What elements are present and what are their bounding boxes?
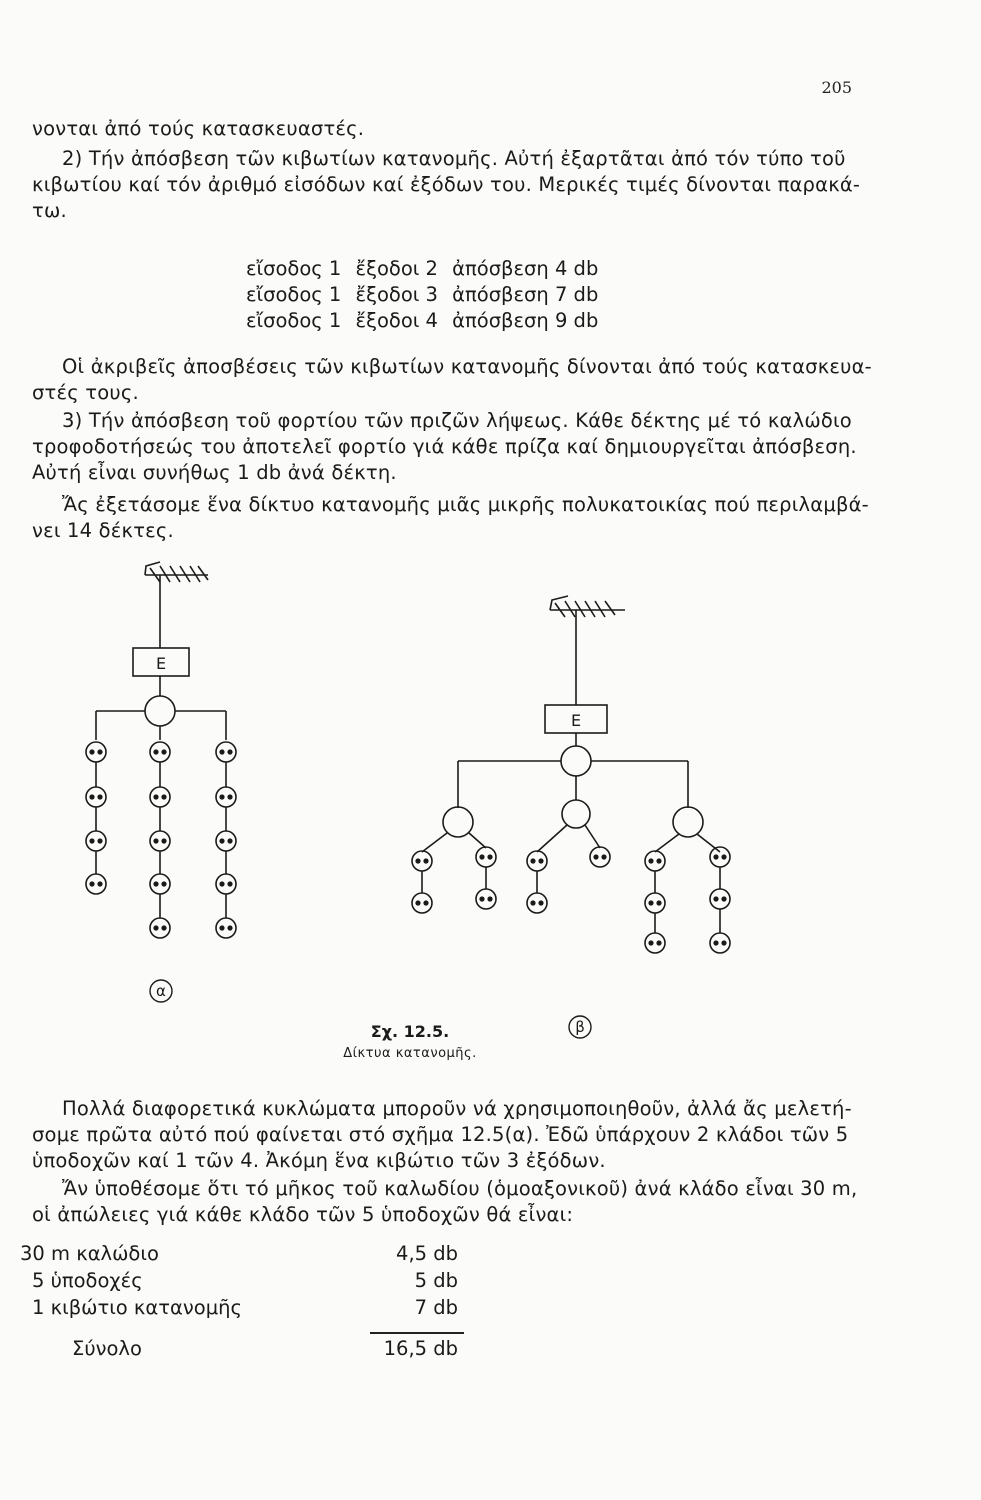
loss-row: [20, 1296, 480, 1323]
receiver-outlet-icon: [216, 918, 236, 938]
splitter-circle: [145, 696, 175, 726]
attenuation-value: ἀπόσβεση 9 db: [452, 309, 599, 332]
output-count: ἔξοδοι 2: [355, 257, 438, 280]
text-line: Οἱ ἀκριβεῖς ἀποσβέσεις τῶν κιβωτίων κατανομῆς δίνονται ἀπό τούς κατασκευα-: [62, 355, 872, 378]
text-line: οἱ ἀπώλειες γιά κάθε κλάδο τῶν 5 ὑποδοχῶν θά εἶναι:: [32, 1203, 574, 1226]
loss-label: 1 κιβώτιο κατανομῆς: [32, 1296, 242, 1319]
loss-total-value: 16,5 db: [383, 1337, 458, 1360]
text-line: 3) Τήν ἀπόσβεση τοῦ φορτίου τῶν πριζῶν λήψεως. Κάθε δέκτης μέ τό καλώδιο: [62, 409, 852, 432]
circuits-paragraph: [32, 1096, 852, 1174]
page-number: 205: [821, 78, 852, 97]
receiver-outlet-icon: [216, 874, 236, 894]
receiver-outlet-icon: [476, 889, 496, 909]
receiver-outlet-icon: [527, 893, 547, 913]
figure-label-b: [569, 1016, 591, 1038]
splitter-circle: [562, 800, 590, 828]
attenuation-value: ἀπόσβεση 4 db: [452, 257, 599, 280]
figure-caption-title: Σχ. 12.5.: [370, 1022, 450, 1041]
receiver-outlet-icon: [150, 874, 170, 894]
receiver-outlet-icon: [216, 742, 236, 762]
receiver-outlet-icon: [645, 893, 665, 913]
receiver-outlet-icon: [150, 831, 170, 851]
text-line: Ἄν ὑποθέσομε ὅτι τό μῆκος τοῦ καλωδίου (ὁμοαξονικοῦ) ἀνά κλάδο εἶναι 30 m,: [62, 1177, 858, 1200]
receiver-outlet-icon: [150, 787, 170, 807]
receiver-outlet-icon: [710, 847, 730, 867]
splitter-circle: [443, 807, 473, 837]
receiver-outlet-icon: [590, 847, 610, 867]
receiver-outlet-icon: [86, 742, 106, 762]
loss-total-row: [20, 1337, 480, 1364]
input-count: εἴσοδος 1: [246, 283, 342, 306]
loss-label: 5 ὑποδοχές: [32, 1269, 143, 1292]
item-2-paragraph: [32, 146, 861, 224]
loss-value: 7 db: [414, 1296, 458, 1319]
intro-paragraph: [32, 116, 847, 142]
spec-row: [246, 256, 606, 282]
figure-label-b-text: β: [575, 1018, 585, 1036]
loss-row: [20, 1242, 480, 1269]
text-line: νει 14 δέκτες.: [32, 519, 174, 542]
receiver-outlet-icon: [150, 742, 170, 762]
amplifier-box: [133, 648, 189, 676]
receiver-outlet-icon: [645, 933, 665, 953]
receiver-outlet-icon: [645, 851, 665, 871]
text-line: ὑποδοχῶν καί 1 τῶν 4. Ἀκόμη ἕνα κιβώτιο τῶν 3 ἐξόδων.: [32, 1149, 606, 1172]
text-line: τω.: [32, 199, 67, 222]
output-count: ἔξοδοι 4: [355, 309, 438, 332]
receiver-outlet-icon: [527, 851, 547, 871]
splitter-circle: [673, 807, 703, 837]
examine-network-paragraph: [32, 492, 869, 544]
loss-row: [20, 1269, 480, 1296]
text-line: κιβωτίου καί τόν ἀριθμό εἰσόδων καί ἐξόδων του. Μερικές τιμές δίνονται παρακά-: [32, 173, 861, 196]
figure-label-a: [150, 980, 172, 1002]
loss-total-label: Σύνολο: [72, 1337, 142, 1360]
exact-attenuation-paragraph: [32, 354, 872, 406]
text-line: σομε πρῶτα αὐτό πού φαίνεται στό σχῆμα 12.5(α). Ἐδῶ ὑπάρχουν 2 κλάδοι τῶν 5: [32, 1123, 849, 1146]
antenna-icon: [550, 596, 625, 705]
receiver-outlet-icon: [476, 847, 496, 867]
input-count: εἴσοδος 1: [246, 309, 342, 332]
network-a: [86, 562, 236, 938]
loss-value: 5 db: [414, 1269, 458, 1292]
assumption-paragraph: [32, 1176, 858, 1228]
receiver-outlet-icon: [86, 831, 106, 851]
receiver-outlet-icon: [412, 851, 432, 871]
text-line: Ἄς ἐξετάσομε ἕνα δίκτυο κατανομῆς μιᾶς μικρῆς πολυκατοικίας πού περιλαμβά-: [62, 493, 869, 516]
amplifier-box: [545, 705, 607, 733]
receiver-outlet-icon: [86, 787, 106, 807]
input-count: εἴσοδος 1: [246, 257, 342, 280]
receiver-outlet-icon: [216, 831, 236, 851]
text-line: νονται ἀπό τούς κατασκευαστές.: [32, 117, 365, 140]
receiver-outlet-icon: [710, 889, 730, 909]
distribution-box-attenuation-table: [246, 256, 606, 334]
antenna-icon: [145, 562, 208, 648]
receiver-outlet-icon: [710, 933, 730, 953]
attenuation-value: ἀπόσβεση 7 db: [452, 283, 599, 306]
text-line: στές τους.: [32, 381, 139, 404]
receiver-outlet-icon: [150, 918, 170, 938]
splitter-circle: [561, 746, 591, 776]
item-3-paragraph: [32, 408, 857, 486]
loss-calculation-table: [20, 1242, 480, 1364]
receiver-outlet-icon: [86, 874, 106, 894]
receiver-outlet-icon: [412, 893, 432, 913]
loss-label: 30 m καλώδιο: [20, 1242, 159, 1265]
receiver-outlet-icon: [216, 787, 236, 807]
figure-label-a-text: α: [156, 982, 166, 1000]
amplifier-label: E: [570, 711, 582, 730]
network-b: [412, 596, 730, 953]
spec-row: [246, 282, 606, 308]
figure-caption-subtitle: Δίκτυα κατανομῆς.: [343, 1046, 477, 1061]
output-count: ἔξοδοι 3: [355, 283, 438, 306]
amplifier-label: E: [155, 654, 167, 673]
sum-divider-line: [370, 1332, 464, 1334]
loss-value: 4,5 db: [396, 1242, 458, 1265]
text-line: τροφοδοτήσεώς του ἀποτελεῖ φορτίο γιά κάθε πρίζα καί δημιουργεῖται ἀπόσβεση.: [32, 435, 857, 458]
text-line: 2) Τήν ἀπόσβεση τῶν κιβωτίων κατανομῆς. Αὐτή ἐξαρτᾶται ἀπό τόν τύπο τοῦ: [62, 147, 846, 170]
text-line: Αὐτή εἶναι συνήθως 1 db ἀνά δέκτη.: [32, 461, 397, 484]
text-line: Πολλά διαφορετικά κυκλώματα μποροῦν νά χρησιμοποιηθοῦν, ἀλλά ἄς μελετή-: [62, 1097, 852, 1120]
spec-row: [246, 308, 606, 334]
